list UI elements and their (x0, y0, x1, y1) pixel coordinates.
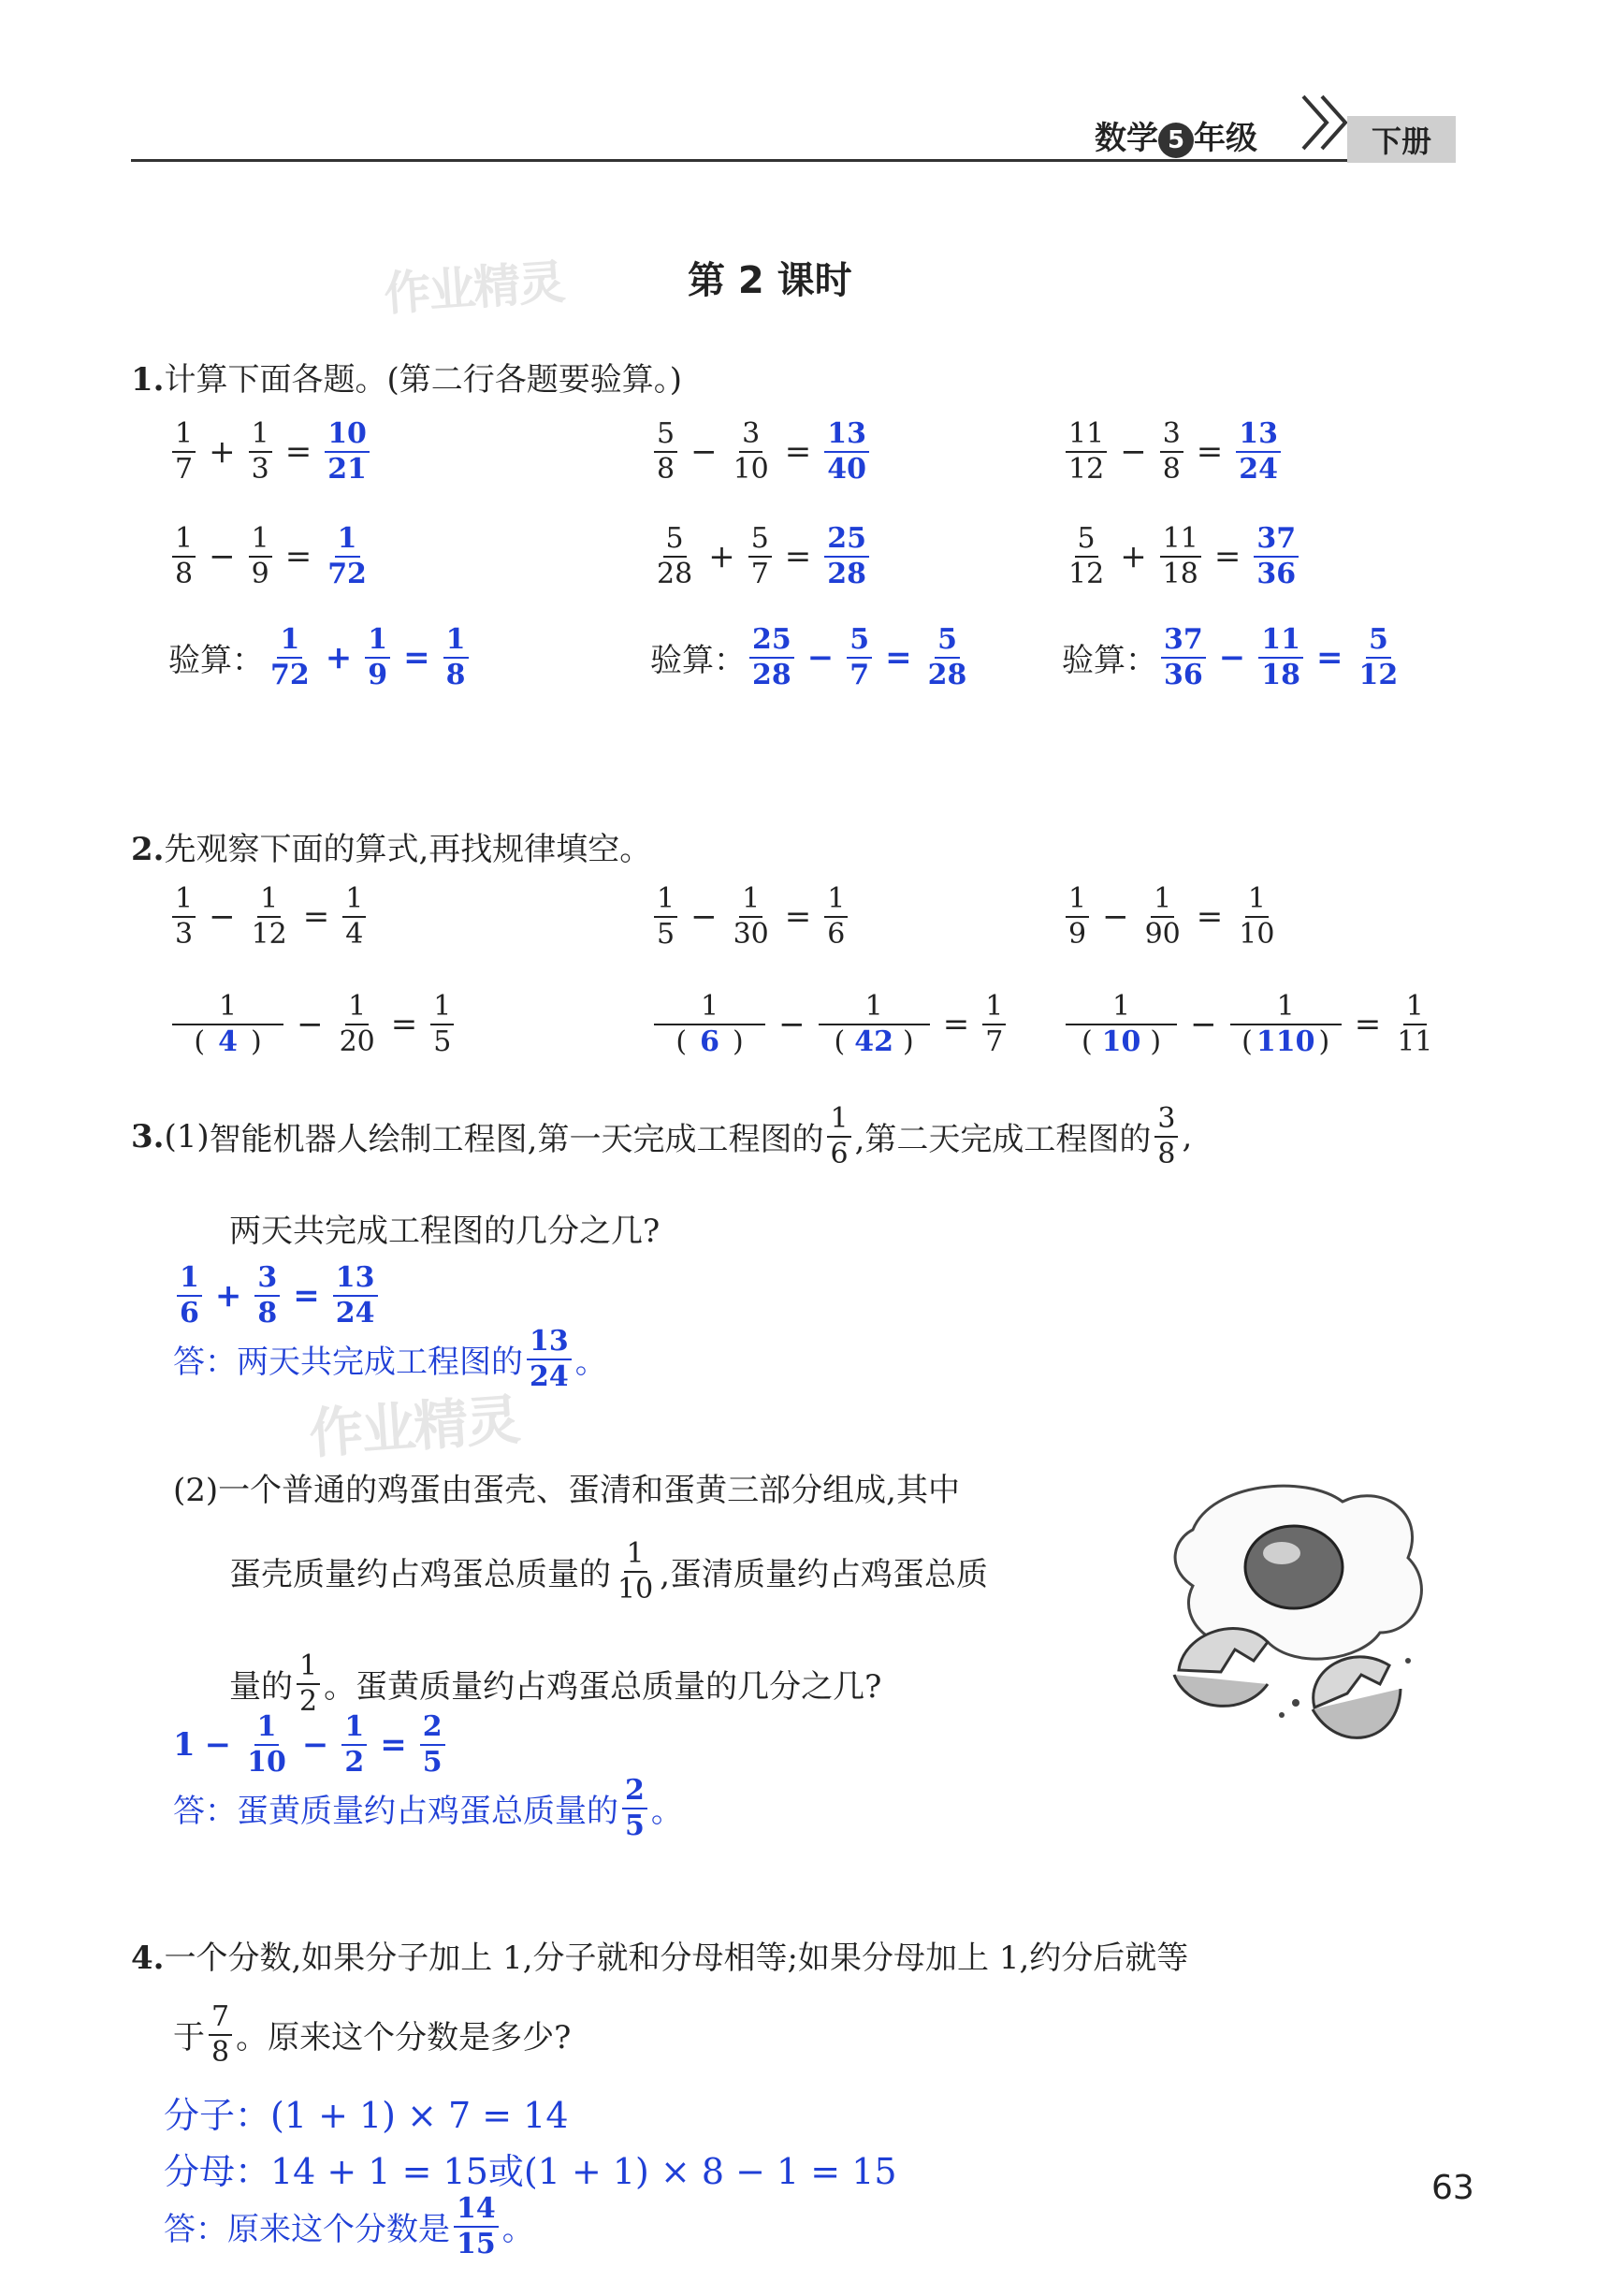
fill-answer: 4 (218, 1024, 238, 1058)
fill-answer: 10 (1101, 1024, 1141, 1058)
answer: $\frac{13}{40}$ (824, 419, 869, 484)
q1-expr-6: $\frac{5}{12}$ + $\frac{11}{18}$ = $\frac{37}{36}$ (1062, 524, 1302, 589)
q4-answer: 答：原来这个分数是 $\frac{14}{15}$ 。 (164, 2192, 534, 2260)
q1-expr-1: $\frac{1}{7}$ + $\frac{1}{3}$ = $\frac{10}{21}$ (168, 419, 373, 484)
q3-part1-line1: 3. (1) 智能机器人绘制工程图,第一天完成工程图的 $\frac{1}{6}$ ,第二天完成工程图的 $\frac{3}{8}$ , (131, 1102, 1193, 1170)
q1-stem: 1.计算下面各题。(第二行各题要验算。) (131, 361, 683, 399)
q3-part2-line3: 量的 $\frac{1}{2}$ 。蛋黄质量约占鸡蛋总质量的几分之几? (229, 1649, 882, 1718)
watermark-top: 作业精灵 (382, 254, 566, 322)
q4-line1: 4.一个分数,如果分子加上 1,分子就和分母相等;如果分母加上 1,约分后就等 (131, 1940, 1189, 1977)
q3-part2-calc: 1 − $\frac{1}{10}$ − $\frac{1}{2}$ = $\frac{2}{5}$ (173, 1712, 449, 1777)
q3-part1-calc: $\frac{1}{6}$ + $\frac{3}{8}$ = $\frac{13}{24}$ (173, 1263, 382, 1328)
q1-check-2: 验算： $\frac{25}{28}$ − $\frac{5}{7}$ = $\frac{5}{28}$ (650, 623, 967, 691)
q1-expr-2: $\frac{5}{8}$ − $\frac{3}{10}$ = $\frac{13}{40}$ (650, 419, 873, 484)
q1-expr-5: $\frac{5}{28}$ + $\frac{5}{7}$ = $\frac{25}{28}$ (650, 524, 873, 589)
q2-fill-2: $\frac{1}{( 6 )}$ − $\frac{1}{( 42 )}$ = $\frac{1}{7}$ (650, 992, 1009, 1056)
q3-part2-line1: (2)一个普通的鸡蛋由蛋壳、蛋清和蛋黄三部分组成,其中 (173, 1472, 960, 1509)
q2-fill-1: $\frac{1}{( 4 )}$ − $\frac{1}{20}$ = $\frac{1}{5}$ (168, 992, 457, 1056)
double-chevron-icon (1299, 89, 1355, 154)
q2-stem: 2.先观察下面的算式,再找规律填空。 (131, 831, 652, 868)
q3-part2-line2: 蛋壳质量约占鸡蛋总质量的 $\frac{1}{10}$ ,蛋清质量约占鸡蛋总质 (229, 1537, 988, 1606)
watermark-middle: 作业精灵 (307, 1388, 521, 1466)
q4-answer-denominator: 分母：14 + 1 = 15或(1 + 1) × 8 − 1 = 15 (164, 2151, 897, 2192)
header-volume: 下册 (1347, 116, 1456, 163)
answer: $\frac{25}{28}$ (824, 524, 869, 589)
page-number: 63 (1431, 2169, 1474, 2207)
q3-part2-answer: 答：蛋黄质量约占鸡蛋总质量的 $\frac{2}{5}$ 。 (173, 1774, 683, 1842)
cracked-egg-illustration (1155, 1474, 1436, 1754)
q1-expr-3: $\frac{11}{12}$ − $\frac{3}{8}$ = $\frac{13}{24}$ (1062, 419, 1285, 484)
page-title: 第 2 课时 (688, 259, 852, 302)
answer: $\frac{1}{72}$ (327, 522, 367, 590)
header-subject: 数学 (1095, 120, 1158, 157)
q2-pattern-2: $\frac{1}{5}$ − $\frac{1}{30}$ = $\frac{1}{6}$ (650, 884, 851, 949)
grade-number-badge: 5 (1158, 123, 1194, 158)
q2-pattern-1: $\frac{1}{3}$ − $\frac{1}{12}$ = $\frac{1}{4}$ (168, 884, 370, 949)
q1-expr-4: $\frac{1}{8}$ − $\frac{1}{9}$ = $\frac{1}{72}$ (168, 524, 373, 589)
q2-pattern-3: $\frac{1}{9}$ − $\frac{1}{90}$ = $\frac{1}{10}$ (1062, 884, 1281, 949)
header-grade: 年级 (1194, 120, 1257, 157)
fill-answer: 6 (700, 1024, 719, 1058)
q3-part1-line2: 两天共完成工程图的几分之几? (229, 1213, 661, 1250)
q4-answer-numerator: 分子：(1 + 1) × 7 = 14 (164, 2095, 569, 2136)
answer: $\frac{13}{24}$ (1236, 419, 1281, 484)
q1-check-1: 验算： $\frac{1}{72}$ + $\frac{1}{9}$ = $\frac{1}{8}$ (168, 625, 472, 690)
answer: $\frac{37}{36}$ (1254, 524, 1299, 589)
fill-answer: 42 (854, 1024, 894, 1058)
header-subject-grade (1095, 112, 1257, 158)
header-rule (131, 159, 1445, 162)
answer: $\frac{10}{21}$ (325, 419, 370, 484)
q1-check-3: 验算： $\frac{37}{36}$ − $\frac{11}{18}$ = $\frac{5}{12}$ (1062, 623, 1399, 691)
q2-fill-3: $\frac{1}{( 10 )}$ − $\frac{1}{( 110 )}$ = $\frac{1}{11}$ (1062, 992, 1439, 1056)
q3-part1-answer: 答：两天共完成工程图的 $\frac{13}{24}$ 。 (173, 1325, 607, 1393)
fill-answer: 110 (1256, 1024, 1315, 1058)
q4-line2: 于 $\frac{7}{8}$ 。原来这个分数是多少? (173, 2000, 572, 2069)
